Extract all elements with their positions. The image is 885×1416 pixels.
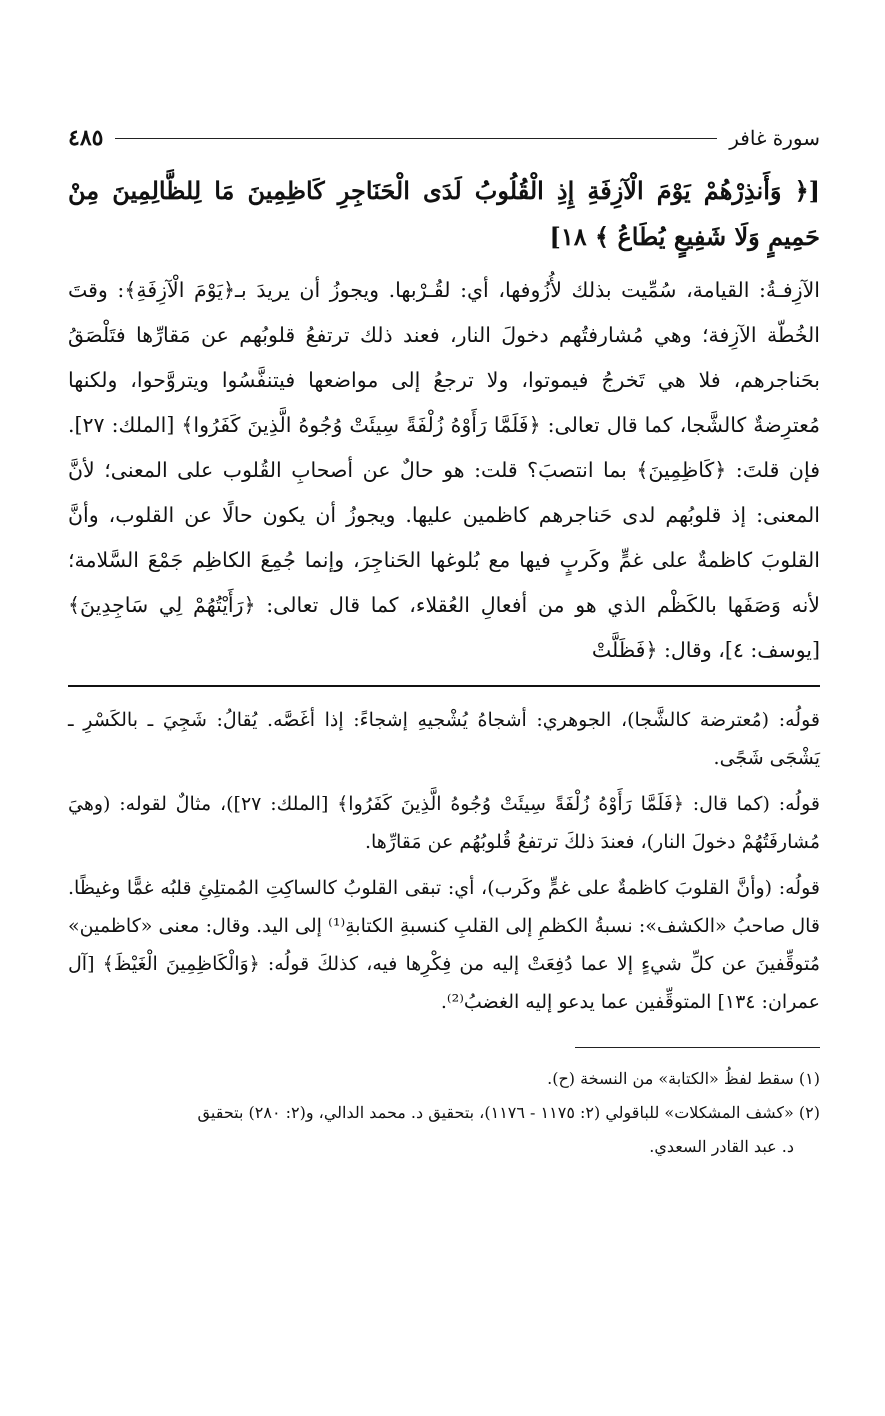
gloss-note: قولُه: (كما قال: ﴿فَلَمَّا رَأَوْهُ زُلْفَةً سِيئَتْ وُجُوهُ الَّذِينَ كَفَرُوا﴾ [الملك: ٢٧])، مثالٌ لقوله: (وهيَ مُشارفَتُهُمْ دخولَ النار)، فعندَ ذلكَ ترتفعُ قُلوبُهُم عن مَقارِّها. (68, 793, 820, 853)
footnote: (١) سقط لفظُ «الكتابة» من النسخة (ح). (547, 1069, 820, 1088)
main-divider (68, 685, 820, 687)
footnote: (٢) «كشف المشكلات» للباقولي (٢: ١١٧٥ - ١١٧٦)، بتحقيق د. محمد الدالي، و(٢: ٢٨٠) بتحقيق (197, 1103, 820, 1122)
footnotes (68, 1062, 820, 1164)
gloss-note: قولُه: (وأنَّ القلوبَ كاظمةٌ على غمٍّ وكَرب)، أي: تبقى القلوبُ كالساكِتِ المُمتلِئِ قلبُه غمًّا وغيظًا. قال صاحبُ «الكشف»: نسبةُ الكظمِ إلى القلبِ كنسبةِ الكتابةِ⁽¹⁾ إلى اليد. وقال: معنى «كاظمين» مُتوقِّفينَ عن كلِّ شيءٍ إلا عما دُفِعَتْ إليه من فِكْرِها فيه، كذلكَ قولُه: ﴿وَالْكَاظِمِينَ الْغَيْظَ﴾ [آل عمران: ١٣٤] المتوقِّفين عما يدعو إليه الغضبُ⁽²⁾. (68, 877, 821, 1013)
page-header (68, 118, 820, 158)
footnote-rule (575, 1047, 820, 1048)
footnote-continuation: د. عبد القادر السعدي. (649, 1137, 794, 1156)
gloss-notes (68, 701, 820, 1021)
surah-name: سورة غافر (729, 126, 820, 150)
gloss-note: قولُه: (مُعترضة كالشَّجا)، الجوهري: أشجاهُ يُشْجيهِ إشجاءً: إذا أغَصَّه. يُقالُ: شَجِيَ ـ بالكَسْرِ ـ يَشْجَى شَجًى. (68, 709, 820, 769)
commentary-text: الآزِفـةُ: القيامة، سُمِّيت بذلك لأُزُوفها، أي: لقُـرْبها. ويجوزُ أن يريدَ بـ﴿يَوْمَ الْآزِفَةِ﴾: وقتَ الخُطّة الآزِفة؛ وهي مُشارفتُهم دخولَ النار، فعند ذلك ترتفعُ قلوبُهم عن مَقارِّها فتَلْصَقُ بحَناجرهم، فلا هي تَخرجُ فيموتوا، ولا ترجعُ إلى مواضعها فيتنفَّسُوا ويتروَّحوا، ولكنها مُعترِضةٌ كالشَّجا، كما قال تعالى: ﴿فَلَمَّا رَأَوْهُ زُلْفَةً سِيئَتْ وُجُوهُ الَّذِينَ كَفَرُوا﴾ [الملك: ٢٧]. فإن قلتَ: ﴿كَاظِمِينَ﴾ بما انتصبَ؟ قلت: هو حالٌ عن أصحابِ القُلوب على المعنى؛ لأنَّ المعنى: إذ قلوبُهم لدى حَناجرهم كاظمين عليها. ويجوزُ أن يكون حالًا عن القلوب، وأنَّ القلوبَ كاظمةٌ على غمٍّ وكَربٍ فيها مع بُلوغها الحَناجِرَ، وإنما جُمِعَ الكاظِم جَمْعَ السَّلامة؛ لأنه وَصَفَها بالكَظْم الذي هو من أفعالِ العُقلاء، كما قال تعالى: ﴿رَأَيْتُهُمْ لِي سَاجِدِينَ﴾ [يوسف: ٤]، وقال: ﴿فَظَلَّتْ (68, 278, 820, 662)
page-number: ٤٨٥ (68, 125, 104, 151)
quran-verse: [﴿ وَأَنذِرْهُمْ يَوْمَ الْآزِفَةِ إِذِ الْقُلُوبُ لَدَى الْحَنَاجِرِ كَاظِمِينَ مَا لِلظَّالِمِينَ مِنْ حَمِيمٍ وَلَا شَفِيعٍ يُطَاعُ ﴾ ١٨] (68, 176, 820, 251)
book-page (68, 118, 820, 1164)
header-rule (115, 138, 717, 139)
